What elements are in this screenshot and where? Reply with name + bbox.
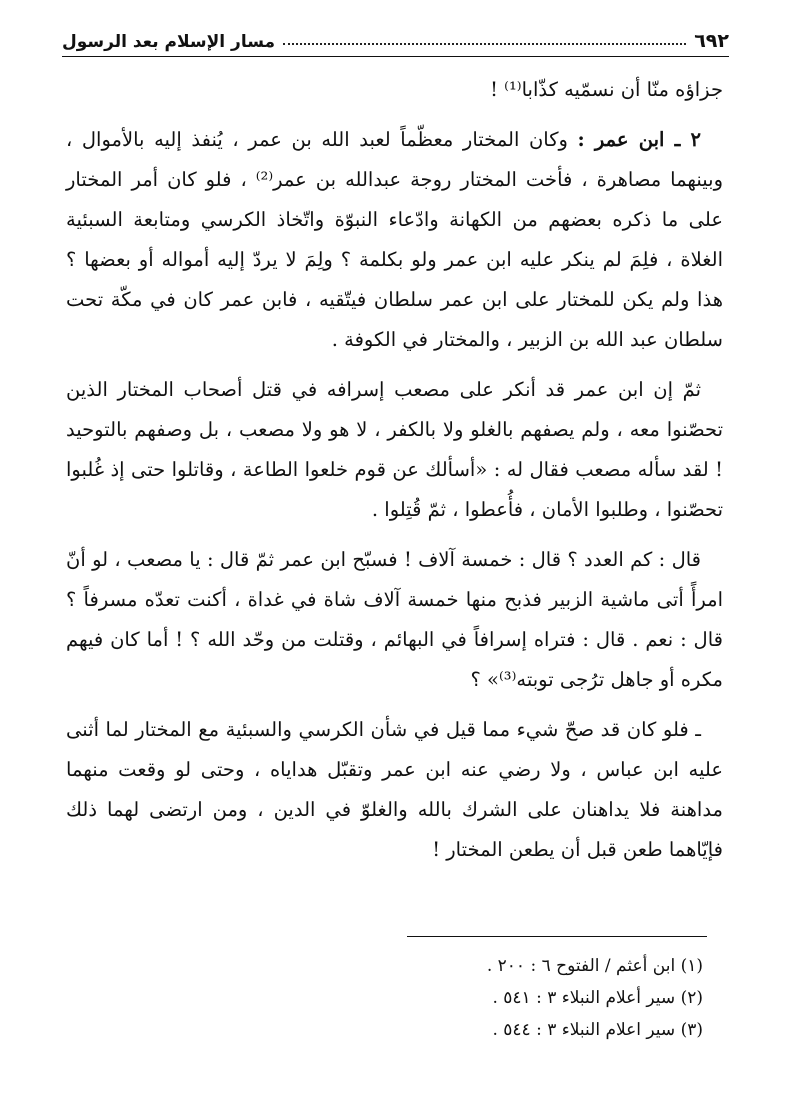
header-divider [62,56,729,57]
paragraph-2: ٢ ـ ابن عمر : وكان المختار معظّماً لعبد الله بن عمر ، يُنفذ إليه بالأموال ، وبينهما مصاهرة ، فأخت المختار روجة عبدالله بن عمر⁽²⁾ ، فلو كان أمر المختار على ما ذكره بعضهم من الكهانة وادّعاء النبوّة واتّخاذ الكرسي ومتابعة السبئية الغلاة ، فلِمَ لم ينكر عليه ابن عمر ولو بكلمة ؟ ولِمَ لا يردّ إليه أمواله أو بعضها ؟ هذا ولم يكن للمختار على ابن عمر سلطان فيتّقيه ، فابن عمر كان في مكّة تحت سلطان عبد الله بن الزبير ، والمختار في الكوفة . [66,128,723,351]
book-title: مسار الإسلام بعد الرسول [62,32,276,52]
footnote-3: (٣) سير اعلام النبلاء ٣ : ٥٤٤ . [492,1020,703,1040]
paragraph-4: قال : كم العدد ؟ قال : خمسة آلاف ! فسبّح ابن عمر ثمّ قال : يا مصعب ، لو أنّ امرأً أتى ماشية الزبير فذبح منها خمسة آلاف شاة في غداة ، أكنت تعدّه مسرفاً ؟ قال : نعم . قال : فتراه إسرافاً في البهائم ، وقتلت من وحّد الله ؟ ! أما كان فيهم مكره أو جاهل ترُجى توبته⁽³⁾» ؟ [66,548,723,691]
paragraph-5: ـ فلو كان قد صحّ شيء مما قيل في شأن الكرسي والسبئية مع المختار لما أثنى عليه ابن عباس ، ولا رضي عنه ابن عمر وتقبّل هداياه ، وحتى لو وقعت منهما مداهنة فلا يداهنان على الشرك بالله والغلوّ في الدين ، ومن ارتضى لهما ذلك فإيّاهما طعن قبل أن يطعن المختار ! [66,718,723,861]
footnotes [66,950,703,1046]
page-body [66,70,723,870]
footnote-divider [407,936,707,937]
dotted-leader [283,43,686,45]
paragraph-3: ثمّ إن ابن عمر قد أنكر على مصعب إسرافه في قتل أصحاب المختار الذين تحصّنوا معه ، ولم يصفهم بالغلو ولا بالكفر ، لا هو ولا مصعب ، بل وصفهم بالتوحيد ! لقد سأله مصعب فقال له : «أسألك عن قوم خلعوا الطاعة ، وقاتلوا حتى إذ غُلبوا تحصّنوا ، وطلبوا الأمان ، فأُعطوا ، ثمّ قُتِلوا . [66,378,723,521]
running-header [62,18,729,52]
page-number: ٦٩٢ [694,30,729,52]
footnote-1: (١) ابن أعثم / الفتوح ٦ : ٢٠٠ . [486,956,703,976]
paragraph-1: جزاؤه منّا أن نسمّيه كذّابا⁽¹⁾ ! [490,78,723,101]
footnote-2: (٢) سير أعلام النبلاء ٣ : ٥٤١ . [492,988,703,1008]
section-label-ibn-umar: ٢ ـ ابن عمر : [577,128,701,151]
